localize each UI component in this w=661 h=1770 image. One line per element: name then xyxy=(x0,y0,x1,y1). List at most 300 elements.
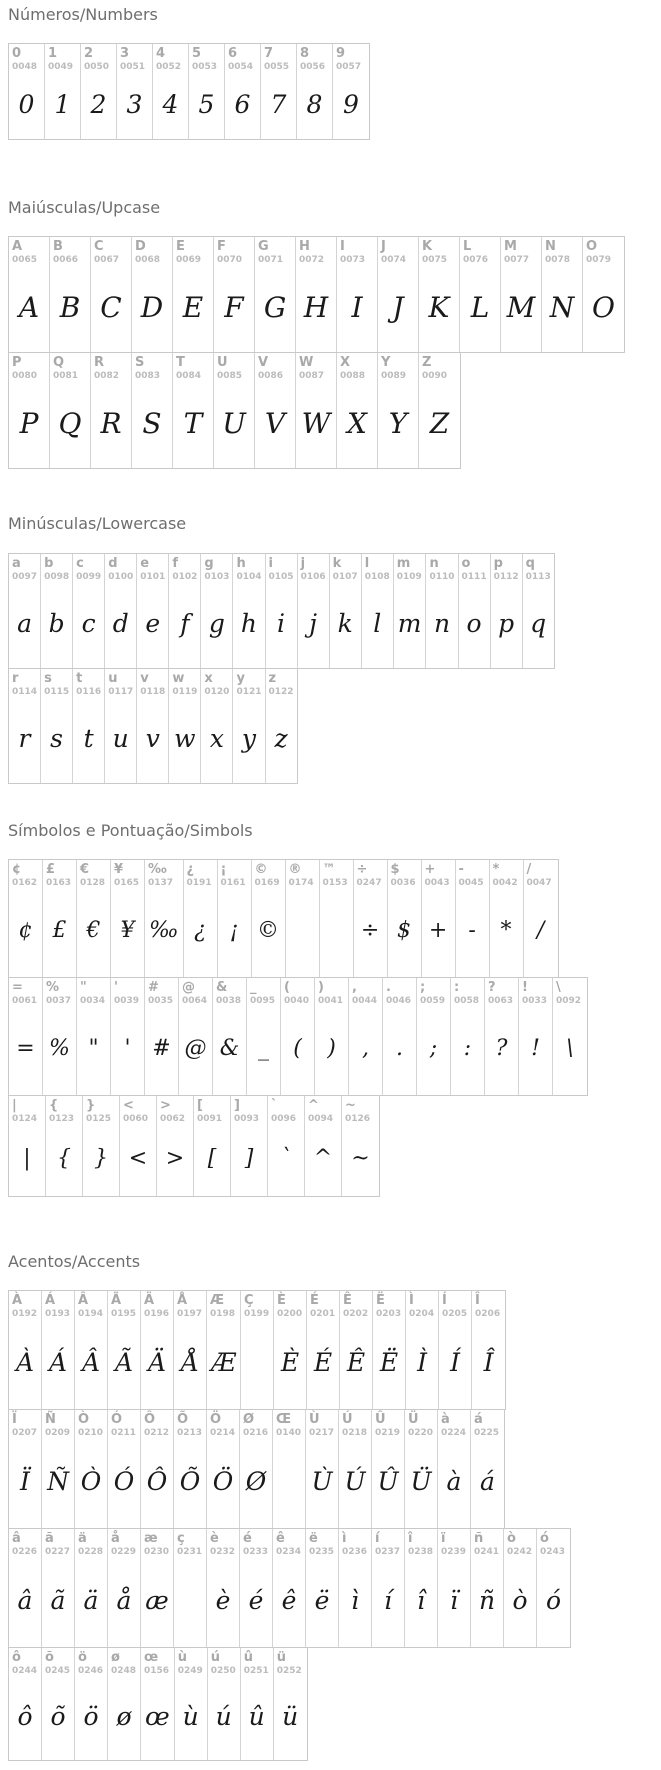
char-label: œ xyxy=(144,1649,159,1665)
char-cell xyxy=(426,554,458,668)
char-cell-head xyxy=(9,1291,41,1321)
char-label: ` xyxy=(271,1097,278,1113)
char-cell-head xyxy=(41,669,72,699)
char-cell xyxy=(9,237,50,352)
char-label: ‰ xyxy=(148,861,167,877)
char-label: x xyxy=(204,670,213,686)
char-glyph: D xyxy=(140,290,164,324)
char-label: h xyxy=(236,555,246,571)
char-glyph: 9 xyxy=(343,90,359,120)
char-cell xyxy=(252,860,286,977)
char-glyph: F xyxy=(224,290,244,324)
char-cell-head xyxy=(394,554,426,584)
char-label: = xyxy=(12,979,23,995)
char-code: 0242 xyxy=(507,1546,533,1557)
char-glyph: È xyxy=(280,1348,300,1378)
char-code: 0115 xyxy=(44,686,70,697)
char-code: 0065 xyxy=(12,255,38,266)
char-code: 0055 xyxy=(264,62,290,73)
char-code: 0092 xyxy=(556,995,582,1006)
char-cell-head xyxy=(111,860,144,890)
char-cell xyxy=(406,1291,439,1409)
char-cell-head xyxy=(141,1291,173,1321)
char-code: 0042 xyxy=(492,877,518,888)
char-glyph: w xyxy=(174,723,196,753)
char-code: 0220 xyxy=(408,1427,434,1438)
char-glyph: ! xyxy=(531,1036,540,1062)
char-code: 0252 xyxy=(276,1665,302,1676)
char-glyph: $ xyxy=(397,918,412,944)
char-code: 0072 xyxy=(299,255,325,266)
char-label: ' xyxy=(114,979,118,995)
char-glyph: ~ xyxy=(351,1145,370,1171)
char-code: 0227 xyxy=(45,1546,71,1557)
char-cell-head xyxy=(337,237,377,267)
char-glyph: u xyxy=(112,723,129,753)
char-cell xyxy=(268,1096,305,1196)
char-code: 0068 xyxy=(135,255,161,266)
char-glyph: å xyxy=(116,1586,132,1616)
char-cell xyxy=(471,1529,504,1647)
char-label: ü xyxy=(276,1649,286,1665)
char-glyph: ú xyxy=(215,1702,232,1732)
char-cell xyxy=(42,1291,75,1409)
char-code: 0197 xyxy=(177,1308,203,1319)
char-label: å xyxy=(111,1530,120,1546)
char-cell-head xyxy=(315,978,348,1008)
char-cell-head xyxy=(43,860,76,890)
char-cell xyxy=(9,1529,42,1647)
char-cell-head xyxy=(426,554,457,584)
char-code: 0123 xyxy=(49,1113,75,1124)
char-cell xyxy=(537,1529,570,1647)
char-cell xyxy=(81,44,117,139)
char-label: u xyxy=(108,670,118,686)
char-glyph: 5 xyxy=(198,90,215,120)
char-code: 0057 xyxy=(336,62,362,73)
char-label: % xyxy=(46,979,60,995)
char-label: Ô xyxy=(144,1411,156,1427)
char-label: ] xyxy=(234,1097,240,1113)
char-glyph: = xyxy=(16,1036,35,1062)
char-cell-head xyxy=(42,1410,74,1440)
char-cell xyxy=(471,1410,504,1528)
char-glyph: t xyxy=(83,723,94,753)
char-cell xyxy=(41,669,73,783)
char-code: 0225 xyxy=(474,1427,500,1438)
char-label: £ xyxy=(46,861,56,877)
char-label: Ã xyxy=(111,1292,122,1308)
char-cell xyxy=(394,554,427,668)
char-label: Ñ xyxy=(45,1411,56,1427)
char-cell-head xyxy=(422,860,455,890)
char-cell-head xyxy=(207,1410,239,1440)
char-cell xyxy=(169,669,201,783)
char-code: 0048 xyxy=(12,62,38,73)
char-glyph: G xyxy=(263,290,287,324)
char-cell-head xyxy=(296,237,336,267)
char-cell-head xyxy=(9,554,40,584)
char-code: 0250 xyxy=(210,1665,236,1676)
char-grid-symbols xyxy=(8,859,653,1197)
char-label: 6 xyxy=(228,46,238,62)
char-cell xyxy=(141,1648,175,1760)
char-label: Ì xyxy=(409,1292,414,1308)
char-cell xyxy=(75,1648,108,1760)
char-code: 0034 xyxy=(80,995,106,1006)
char-cell xyxy=(214,237,255,352)
char-label: V xyxy=(258,355,269,371)
char-glyph: 2 xyxy=(90,90,107,120)
char-cell xyxy=(9,669,41,783)
char-code: 0233 xyxy=(243,1546,269,1557)
char-cell xyxy=(472,1291,505,1409)
char-label: q xyxy=(525,555,535,571)
section-title-accents: Acentos/Accents xyxy=(8,1251,141,1271)
char-cell-head xyxy=(354,860,387,890)
char-glyph: o xyxy=(466,608,482,638)
char-label: y xyxy=(236,670,245,686)
char-cell xyxy=(337,237,378,352)
char-row xyxy=(8,236,625,353)
char-cell-head xyxy=(81,44,116,74)
char-code: 0033 xyxy=(522,995,548,1006)
char-label: ï xyxy=(441,1530,446,1546)
char-cell-head xyxy=(471,1410,504,1440)
char-glyph: s xyxy=(50,723,64,753)
char-glyph xyxy=(273,1440,305,1528)
section-upcase xyxy=(8,198,653,469)
char-label: ™ xyxy=(322,861,336,877)
char-cell-head xyxy=(184,860,217,890)
char-code: 0239 xyxy=(441,1546,467,1557)
char-label: i xyxy=(268,555,273,571)
char-glyph: i xyxy=(277,608,286,638)
char-cell xyxy=(233,554,265,668)
char-label: 8 xyxy=(300,46,310,62)
char-glyph: û xyxy=(248,1702,265,1732)
char-glyph: ò xyxy=(512,1586,528,1616)
char-cell-head xyxy=(141,1410,173,1440)
char-code: 0086 xyxy=(258,371,284,382)
char-cell xyxy=(9,1410,42,1528)
section-title-numbers: Números/Numbers xyxy=(8,5,158,24)
char-cell-head xyxy=(241,1648,273,1678)
char-glyph: P xyxy=(19,406,39,440)
char-cell-head xyxy=(214,237,254,267)
char-code: 0205 xyxy=(442,1308,468,1319)
char-cell-head xyxy=(266,669,297,699)
char-cell xyxy=(153,44,189,139)
char-code: 0045 xyxy=(458,877,484,888)
char-cell xyxy=(298,554,330,668)
char-glyph xyxy=(174,1559,206,1647)
char-label: ) xyxy=(318,979,324,995)
char-glyph: b xyxy=(48,608,65,638)
char-glyph: A xyxy=(18,290,40,324)
char-cell xyxy=(422,860,456,977)
char-cell-head xyxy=(43,978,76,1008)
char-glyph: d xyxy=(112,608,129,638)
char-label: l xyxy=(364,555,370,571)
char-cell xyxy=(383,978,417,1095)
char-code: 0201 xyxy=(310,1308,336,1319)
char-code: 0050 xyxy=(84,62,110,73)
char-glyph: œ xyxy=(145,1702,170,1732)
char-code: 0098 xyxy=(44,571,70,582)
char-cell-head xyxy=(9,978,42,1008)
char-label: ç xyxy=(177,1530,185,1546)
char-cell xyxy=(46,1096,83,1196)
char-label: Ä xyxy=(144,1292,155,1308)
char-code: 0085 xyxy=(217,371,243,382)
char-cell-head xyxy=(153,44,188,74)
char-code: 0063 xyxy=(488,995,514,1006)
char-code: 0241 xyxy=(474,1546,500,1557)
char-cell xyxy=(132,237,173,352)
char-glyph: Ë xyxy=(379,1348,399,1378)
char-label: Ü xyxy=(408,1411,419,1427)
char-code: 0174 xyxy=(288,877,314,888)
char-code: 0121 xyxy=(236,686,262,697)
char-cell-head xyxy=(132,353,172,383)
char-code: 0137 xyxy=(148,877,174,888)
char-cell xyxy=(208,1648,241,1760)
char-code: 0214 xyxy=(210,1427,236,1438)
char-glyph: y xyxy=(241,723,257,753)
char-code: 0067 xyxy=(94,255,120,266)
char-cell-head xyxy=(383,978,416,1008)
char-glyph: ( xyxy=(293,1036,302,1062)
char-glyph: [ xyxy=(207,1145,217,1171)
char-cell-head xyxy=(189,44,224,74)
char-code: 0104 xyxy=(236,571,262,582)
char-cell-head xyxy=(255,237,295,267)
char-code: 0125 xyxy=(86,1113,112,1124)
char-code: 0106 xyxy=(300,571,326,582)
char-label: è xyxy=(210,1530,219,1546)
char-code: 0156 xyxy=(144,1665,170,1676)
char-label: ö xyxy=(78,1649,87,1665)
char-glyph: . xyxy=(396,1036,403,1062)
char-code: 0059 xyxy=(420,995,446,1006)
char-cell xyxy=(105,669,137,783)
char-cell-head xyxy=(459,554,490,584)
char-cell xyxy=(240,1529,273,1647)
char-cell xyxy=(141,1529,174,1647)
char-code: 0079 xyxy=(586,255,612,266)
char-label: á xyxy=(474,1411,483,1427)
char-cell-head xyxy=(111,978,144,1008)
char-glyph: Q xyxy=(58,406,82,440)
char-cell xyxy=(491,554,523,668)
char-glyph: ] xyxy=(244,1145,254,1171)
char-label: } xyxy=(86,1097,96,1113)
char-label: $ xyxy=(390,861,400,877)
char-code: 0080 xyxy=(12,371,38,382)
char-cell xyxy=(137,554,169,668)
char-cell xyxy=(175,1648,208,1760)
char-label: D xyxy=(135,239,146,255)
char-label: ^ xyxy=(308,1097,319,1113)
char-code: 0108 xyxy=(364,571,390,582)
char-cell-head xyxy=(42,1291,74,1321)
char-glyph: ù xyxy=(182,1702,199,1732)
char-cell-head xyxy=(501,237,541,267)
char-cell xyxy=(9,554,41,668)
char-cell xyxy=(9,353,50,468)
char-code: 0213 xyxy=(177,1427,203,1438)
char-cell-head xyxy=(388,860,421,890)
char-code: 0088 xyxy=(340,371,366,382)
char-cell xyxy=(274,1291,307,1409)
char-label: z xyxy=(268,670,277,686)
char-cell xyxy=(524,860,558,977)
char-code: 0235 xyxy=(309,1546,335,1557)
char-cell xyxy=(42,1648,75,1760)
char-cell xyxy=(405,1529,438,1647)
char-label: d xyxy=(108,555,118,571)
char-cell xyxy=(362,554,394,668)
char-code: 0089 xyxy=(381,371,407,382)
char-cell xyxy=(75,1410,108,1528)
char-code: 0246 xyxy=(78,1665,104,1676)
char-code: 0039 xyxy=(114,995,140,1006)
char-label: . xyxy=(386,979,391,995)
char-cell-head xyxy=(179,978,212,1008)
char-row xyxy=(8,1290,506,1410)
char-cell-head xyxy=(419,237,459,267)
char-cell-head xyxy=(50,353,90,383)
char-cell xyxy=(273,1529,306,1647)
char-cell-head xyxy=(339,1410,371,1440)
char-cell xyxy=(108,1291,141,1409)
char-code: 0245 xyxy=(45,1665,71,1676)
char-glyph: Ó xyxy=(113,1467,135,1497)
char-cell-head xyxy=(491,554,522,584)
char-code: 0102 xyxy=(172,571,198,582)
char-glyph: î xyxy=(417,1586,425,1616)
char-cell-head xyxy=(169,669,200,699)
char-code: 0232 xyxy=(210,1546,236,1557)
char-label: ñ xyxy=(474,1530,484,1546)
char-cell-head xyxy=(108,1529,140,1559)
char-cell-head xyxy=(73,669,104,699)
char-cell xyxy=(388,860,422,977)
char-code: 0236 xyxy=(342,1546,368,1557)
char-glyph: Æ xyxy=(211,1348,237,1378)
char-code: 0070 xyxy=(217,255,243,266)
char-cell-head xyxy=(175,1648,207,1678)
char-cell-head xyxy=(266,554,297,584)
char-glyph: Y xyxy=(388,406,408,440)
char-code: 0037 xyxy=(46,995,72,1006)
char-glyph: Õ xyxy=(179,1467,201,1497)
char-glyph: æ xyxy=(145,1586,169,1616)
char-cell xyxy=(179,978,213,1095)
char-glyph: _ xyxy=(258,1036,269,1062)
char-label: Ù xyxy=(309,1411,320,1427)
char-code: 0196 xyxy=(144,1308,170,1319)
char-cell-head xyxy=(231,1096,267,1126)
char-label: ì xyxy=(342,1530,347,1546)
char-glyph: ¥ xyxy=(120,918,135,944)
char-code: 0161 xyxy=(220,877,246,888)
char-code: 0091 xyxy=(197,1113,223,1124)
char-glyph: , xyxy=(362,1036,369,1062)
char-cell xyxy=(213,978,247,1095)
char-glyph: Ä xyxy=(147,1348,167,1378)
char-glyph: ó xyxy=(545,1586,562,1616)
char-label: j xyxy=(300,555,306,571)
char-row xyxy=(8,1409,505,1529)
char-cell-head xyxy=(523,554,554,584)
section-title-lowercase: Minúsculas/Lowercase xyxy=(8,514,187,534)
char-code: 0228 xyxy=(78,1546,104,1557)
char-glyph: Ô xyxy=(146,1467,168,1497)
char-code: 0107 xyxy=(332,571,358,582)
char-cell xyxy=(145,860,184,977)
char-label: æ xyxy=(144,1530,158,1546)
char-cell-head xyxy=(201,669,232,699)
char-cell xyxy=(438,1529,471,1647)
char-cell-head xyxy=(174,1410,206,1440)
char-cell-head xyxy=(274,1291,306,1321)
char-code: 0229 xyxy=(111,1546,137,1557)
char-cell xyxy=(117,44,153,139)
char-cell-head xyxy=(169,554,200,584)
char-cell-head xyxy=(306,1529,338,1559)
char-cell-head xyxy=(298,554,329,584)
char-cell xyxy=(111,978,145,1095)
char-label: ê xyxy=(276,1530,285,1546)
char-label: Q xyxy=(53,355,65,371)
char-cell-head xyxy=(247,978,280,1008)
char-cell xyxy=(157,1096,194,1196)
section-accents xyxy=(8,1252,653,1761)
char-code: 0109 xyxy=(396,571,422,582)
char-code: 0165 xyxy=(114,877,140,888)
char-cell xyxy=(75,1291,108,1409)
char-label: E xyxy=(176,239,185,255)
char-code: 0069 xyxy=(176,255,202,266)
char-label: U xyxy=(217,355,228,371)
char-code: 0056 xyxy=(300,62,326,73)
char-glyph: ï xyxy=(450,1586,458,1616)
char-glyph: e xyxy=(145,608,161,638)
char-glyph: 4 xyxy=(162,90,179,120)
char-cell xyxy=(255,353,296,468)
char-cell xyxy=(266,554,298,668)
char-glyph: \ xyxy=(566,1036,574,1062)
char-cell-head xyxy=(320,860,353,890)
char-label: # xyxy=(148,979,159,995)
char-code: 0207 xyxy=(12,1427,38,1438)
char-cell xyxy=(105,554,137,668)
char-code: 0231 xyxy=(177,1546,203,1557)
char-glyph: À xyxy=(15,1348,35,1378)
char-code: 0206 xyxy=(475,1308,501,1319)
char-glyph: f xyxy=(180,608,190,638)
char-cell xyxy=(456,860,490,977)
char-code: 0071 xyxy=(258,255,284,266)
char-row xyxy=(8,352,461,469)
char-cell xyxy=(9,44,45,139)
char-cell xyxy=(207,1529,240,1647)
char-code: 0162 xyxy=(12,877,38,888)
char-glyph: g xyxy=(208,608,225,638)
char-cell-head xyxy=(194,1096,230,1126)
